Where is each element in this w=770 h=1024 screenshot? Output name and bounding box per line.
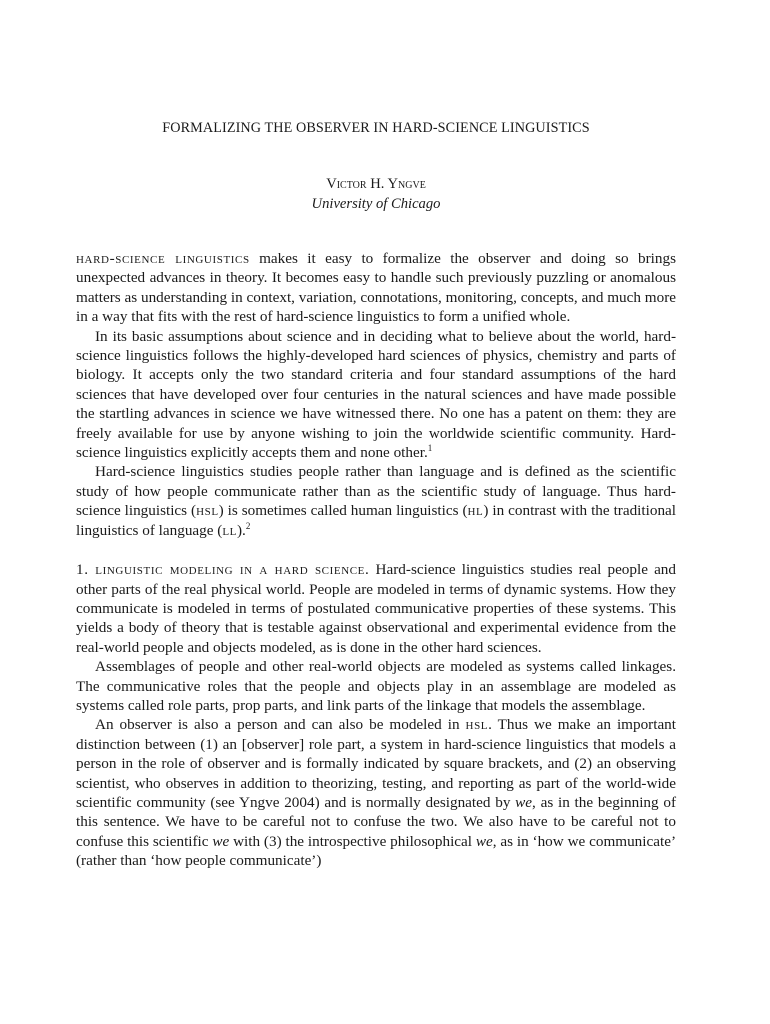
paragraph-linkages <box>76 657 676 715</box>
paragraph-text: Hard-science linguistics studies people rather than language and is defined as the scientific study of how people communicate rather than as the scientific study of language. Thus hard-science linguistics ( <box>76 463 676 520</box>
paragraph-text: . Thus we make an important distinction between (1) an [observer] role part, a system in hard-science linguistics that models a person in the role of observer and is formally indicated by square brackets, and (2) an observing scientist, who observes in addition to theorizing, testing, and reporting as part of the world-wide scientific community (see Yngve 2004) and is normally designated by <box>76 716 676 811</box>
paragraph-intro <box>76 249 676 327</box>
footnote-marker[interactable]: 1 <box>427 443 433 453</box>
lead-in-words: hard-science linguistics <box>76 250 250 267</box>
paragraph-text: Assemblages of people and other real-world objects are modeled as systems called linkages. The communicative roles that the people and objects play in an assemblage are modeled as systems called role parts, prop parts, and link parts of the linkage that models the assemblage. <box>76 658 676 714</box>
paragraph-text: ). <box>237 521 246 539</box>
paragraph-assumptions <box>76 327 676 463</box>
emphasis: we <box>212 832 230 850</box>
paragraph-text: ) is sometimes called human linguistics ( <box>218 502 468 520</box>
paragraph-text: with (3) the introspective philosophical <box>229 832 476 850</box>
paragraph-definition <box>76 462 676 540</box>
page <box>76 0 676 1024</box>
paragraph-text: Hard-science linguistics studies real people and other parts of the real physical world. People are modeled in terms of dynamic systems. How they communicate is modeled in terms of postulated communicative properties of these systems. This yields a body of theory that is testable against observational and experimental evidence from the real-world people and objects modeled, as is done in the other hard sciences. <box>76 561 676 656</box>
author-name: Victor H. Yngve <box>326 176 426 192</box>
article-body <box>76 249 676 871</box>
article-title: FORMALIZING THE OBSERVER IN HARD-SCIENCE LINGUISTICS <box>162 120 590 136</box>
paragraph-text: makes it easy to formalize the observer and doing so brings unexpected advances in theory. It becomes easy to handle such previously puzzling or anomalous matters as understanding in context, variation, connotations, monitoring, concepts, and much more in a way that fits with the rest of hard-science linguistics to form a unified whole. <box>76 250 677 326</box>
abbreviation: hsl <box>465 716 489 734</box>
abbreviation: hsl <box>196 502 219 520</box>
section-heading: 1. linguistic modeling in a hard science. <box>76 561 370 579</box>
paragraph-text: ) in contrast with the traditional linguistics of language ( <box>76 502 676 539</box>
abbreviation: ll <box>222 521 237 539</box>
paragraph-text: , as in ‘how we communicate’ (rather than ‘how people communicate’) <box>76 832 676 870</box>
abbreviation: hl <box>467 502 484 520</box>
paragraph-observer <box>76 715 676 870</box>
emphasis: we <box>515 793 533 811</box>
footnote-marker[interactable]: 2 <box>245 520 251 531</box>
paragraph-text: An observer is also a person and can also be modeled in <box>95 716 466 734</box>
author-affiliation: University of Chicago <box>311 196 441 212</box>
emphasis: we <box>475 832 493 850</box>
paragraph-text: In its basic assumptions about science and in deciding what to believe about the world, hard-science linguistics follows the highly-developed hard sciences of physics, chemistry and parts of biology. It accepts only the two standard criteria and four standard assumptions of the hard sciences that have developed over four centuries in the natural sciences and have made possible the startling advances in science we have witnessed there. No one has a patent on them: they are freely available for use by anyone wishing to join the worldwide scientific community. Hard-science linguistics explicitly accepts them and none other. <box>76 327 676 462</box>
paragraph-text: , as in the beginning of this sentence. We have to be careful not to confuse the two. We also have to be careful not to confuse this scientific <box>76 793 676 850</box>
paragraph-section-1 <box>76 560 676 657</box>
